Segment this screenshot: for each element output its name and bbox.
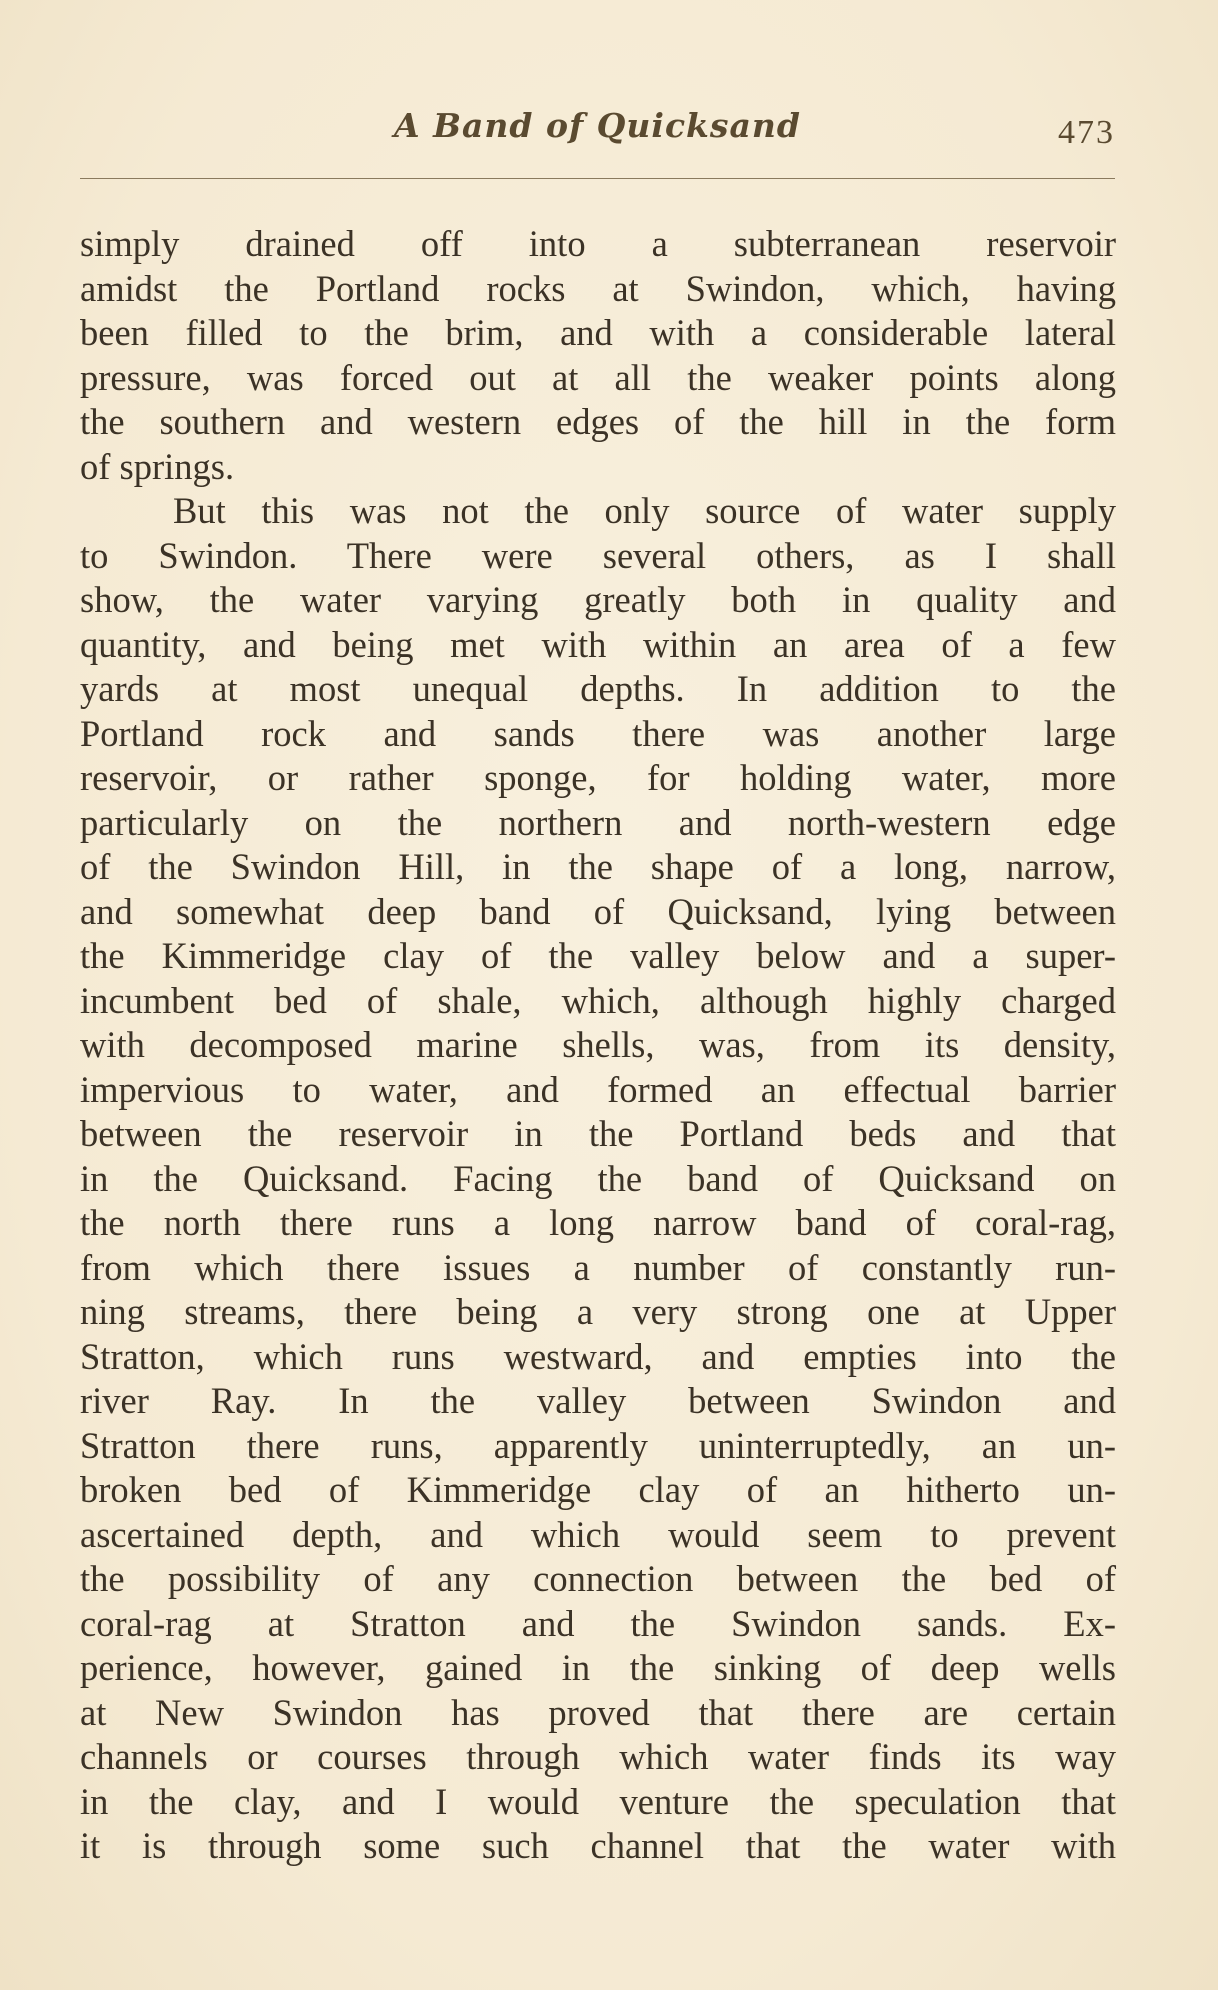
- text-line: yards at most unequal depths. In addition to the: [80, 668, 1116, 709]
- text-line: impervious to water, and formed an effectual barrier: [80, 1068, 1116, 1110]
- text-line: But this was not the only source of water supply: [173, 490, 1116, 531]
- text-line: of springs.: [80, 445, 235, 487]
- page-number: 473: [1058, 114, 1115, 151]
- text-line: amidst the Portland rocks at Swindon, which, having: [80, 267, 1116, 309]
- text-line: from which there issues a number of constantly run-: [80, 1246, 1116, 1288]
- text-line: in the Quicksand. Facing the band of Quicksand on: [80, 1157, 1116, 1199]
- text-line: particularly on the northern and north-western edge: [80, 801, 1116, 843]
- text-line: the southern and western edges of the hill in the form: [80, 401, 1116, 442]
- text-line: broken bed of Kimmeridge clay of an hitherto un-: [80, 1469, 1116, 1510]
- text-line: Stratton, which runs westward, and empties into the: [80, 1335, 1116, 1377]
- running-head: [80, 100, 1115, 160]
- text-line: channels or courses through which water finds its way: [80, 1736, 1116, 1777]
- text-line: Stratton there runs, apparently uninterruptedly, an un-: [80, 1424, 1116, 1466]
- text-line: reservoir, or rather sponge, for holding water, more: [80, 757, 1116, 798]
- text-line: pressure, was forced out at all the weaker points along: [80, 356, 1116, 398]
- text-line: in the clay, and I would venture the speculation that: [80, 1780, 1116, 1822]
- text-line: with decomposed marine shells, was, from its density,: [80, 1024, 1116, 1065]
- text-line: incumbent bed of shale, which, although highly charged: [80, 979, 1116, 1021]
- text-line: at New Swindon has proved that there are certain: [80, 1691, 1116, 1733]
- text-line: been filled to the brim, and with a considerable lateral: [80, 312, 1116, 353]
- text-line: perience, however, gained in the sinking of deep wells: [80, 1647, 1116, 1688]
- text-line: Portland rock and sands there was another large: [80, 712, 1116, 754]
- running-title: A Band of Quicksand: [394, 106, 801, 145]
- text-line: simply drained off into a subterranean reservoir: [80, 223, 1116, 264]
- text-line: ning streams, there being a very strong one at Upper: [80, 1291, 1116, 1332]
- body-text: [80, 222, 1116, 1869]
- text-line: to Swindon. There were several others, as I shall: [80, 534, 1116, 576]
- header-rule: [80, 178, 1115, 179]
- text-line: between the reservoir in the Portland beds and that: [80, 1113, 1116, 1154]
- text-line: and somewhat deep band of Quicksand, lying between: [80, 890, 1116, 932]
- text-line: of the Swindon Hill, in the shape of a long, narrow,: [80, 846, 1116, 887]
- text-line: the possibility of any connection between the bed of: [80, 1558, 1116, 1599]
- text-line: river Ray. In the valley between Swindon and: [80, 1380, 1116, 1421]
- text-line: the Kimmeridge clay of the valley below and a super-: [80, 935, 1116, 976]
- text-line: quantity, and being met with within an area of a few: [80, 623, 1116, 665]
- text-line: it is through some such channel that the water with: [80, 1825, 1116, 1866]
- text-line: ascertained depth, and which would seem to prevent: [80, 1513, 1116, 1555]
- text-line: coral-rag at Stratton and the Swindon sands. Ex-: [80, 1602, 1116, 1644]
- text-line: the north there runs a long narrow band of coral-rag,: [80, 1202, 1116, 1243]
- text-line: show, the water varying greatly both in quality and: [80, 579, 1116, 620]
